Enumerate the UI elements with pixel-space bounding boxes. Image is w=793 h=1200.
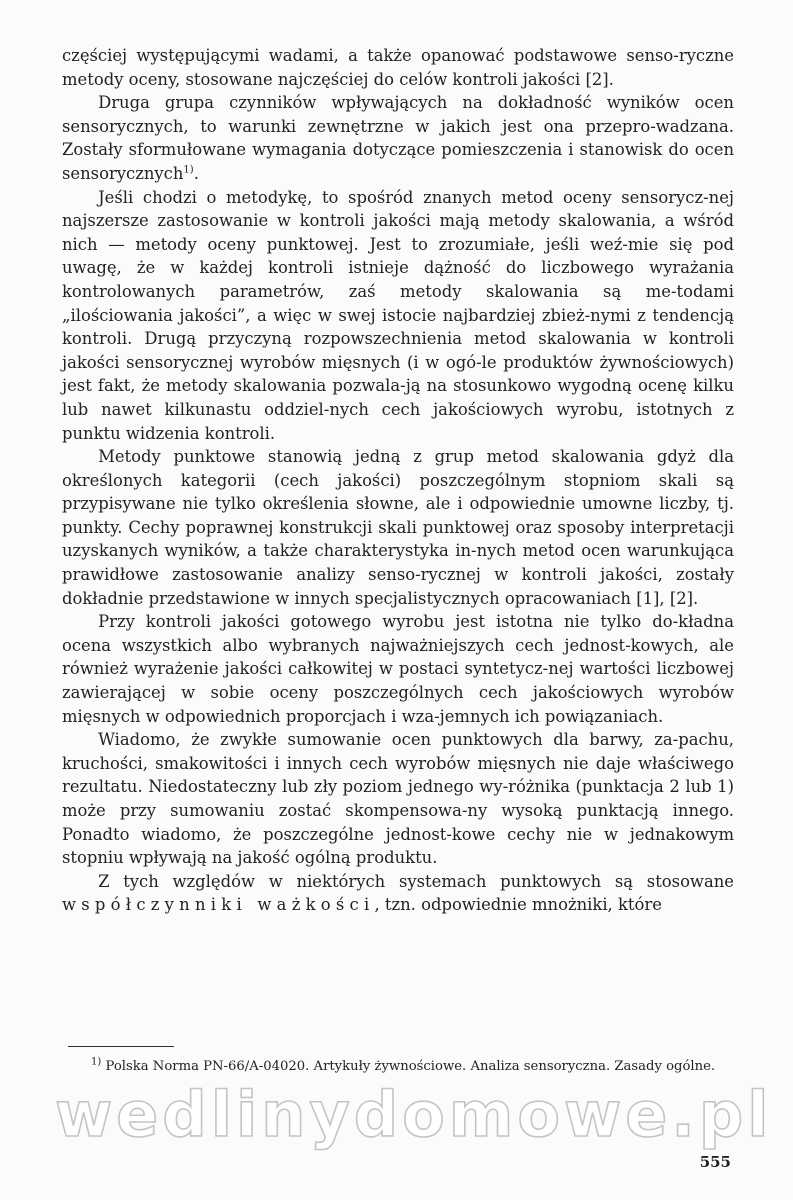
main-text-column [62,44,734,917]
spaced-term: współczynniki ważkości [62,895,375,915]
paragraph-2-text: Druga grupa czynników wpływających na dokładność wyników ocen sensorycznych, to warunki zewnętrzne w jakich jest ona przepro-wadzana. Zostały sformułowane wymagania dotyczące pomieszczenia i stanowisk do ocen sensorycznych [62,93,734,183]
paragraph-3: Jeśli chodzi o metodykę, to spośród znanych metod oceny sensorycz-nej najszersze zastosowanie w kontroli jakości mają metody skalowania, a wśród nich — metody oceny punktowej. Jest to zrozumiałe, jeśli weź-mie się pod uwagę, że w każdej kontroli istnieje dążność do liczbowego wyrażania kontrolowanych parametrów, zaś metody skalowania są me-todami „ilościowania jakości”, a więc w swej istocie najbardziej zbież-nymi z tendencją kontroli. Drugą przyczyną rozpowszechnienia metod skalowania w kontroli jakości sensorycznej wyrobów mięsnych (i w ogó-le produktów żywnościowych) jest fakt, że metody skalowania pozwala-ją na stosunkowo wygodną ocenę kilku lub nawet kilkunastu oddziel-nych cech jakościowych wyrobu, istotnych z punktu widzenia kontroli. [62,187,734,443]
paragraph-7-tail: , tzn. odpowiednie mnożniki, które [374,895,662,915]
footnote [62,1057,730,1077]
paragraph-2 [62,91,734,185]
paragraph-6: Wiadomo, że zwykłe sumowanie ocen punktowych dla barwy, za-pachu, kruchości, smakowitości i innych cech wyrobów mięsnych nie daje właściwego rezultatu. Niedostateczny lub zły poziom jednego wy-różnika (punktacja 2 lub 1) może przy sumowaniu zostać skompensowa-ny wysoką punktacją innego. Ponadto wiadomo, że poszczególne jednost-kowe cechy nie w jednakowym stopniu wpływają na jakość ogólną produktu. [62,730,734,868]
footnote-reference: 1) [183,164,194,176]
paragraph-7-lead: Z tych względów w niektórych systemach punktowych są stosowane [98,871,734,891]
footnote-divider [68,1046,174,1047]
footnote-marker: 1) [91,1056,102,1068]
paragraph-2-end-punct: . [193,163,199,183]
watermark: wedlinydomowe.pl [55,1078,773,1151]
paragraph-5: Przy kontroli jakości gotowego wyrobu jest istotna nie tylko do-kładna ocena wszystkich albo wybranych najważniejszych cech jednost-kowych, ale również wyrażenie jakości całkowitej w postaci syntetycz-nej wartości liczbowej zawierającej w sobie oceny poszczególnych cech jakościowych wyrobów mięsnych w odpowiednich proporcjach i wza-jemnych ich powiązaniach. [62,612,734,726]
footnote-text: Polska Norma PN-66/A-04020. Artykuły żywnościowe. Analiza sensoryczna. Zasady ogólne. [105,1059,716,1074]
paragraph-4: Metody punktowe stanowią jedną z grup metod skalowania gdyż dla określonych kategorii (cech jakości) poszczególnym stopniom skali są przypisywane nie tylko określenia słowne, ale i odpowiednie umowne liczby, tj. punkty. Cechy poprawnej konstrukcji skali punktowej oraz sposoby interpretacji uzyskanych wyników, a także charakterystyka in-nych metod ocen warunkująca prawidłowe zastosowanie analizy senso-rycznej w kontroli jakości, zostały dokładnie przedstawione w innych specjalistycznych opracowaniach [1], [2]. [62,447,734,608]
paragraph-1: częściej występującymi wadami, a także opanować podstawowe senso-ryczne metody oceny, stosowane najczęściej do celów kontroli jakości [2]. [62,46,734,89]
page-number: 555 [699,1153,731,1171]
paragraph-7 [62,870,734,917]
